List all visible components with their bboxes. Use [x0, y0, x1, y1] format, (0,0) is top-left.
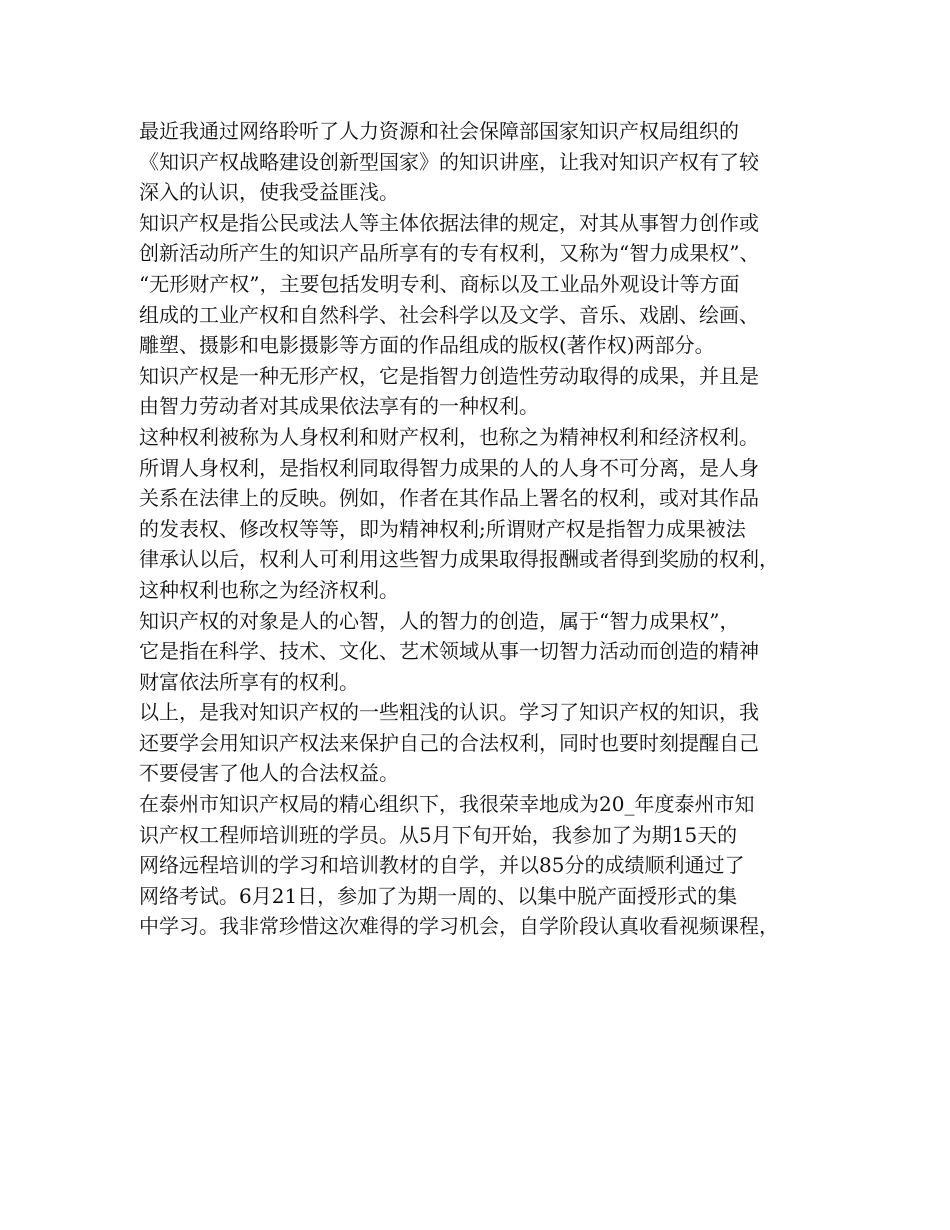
text-line: “无形财产权”，主要包括发明专利、商标以及工业品外观设计等方面 [139, 271, 740, 296]
text-line: 这种权利也称之为经济权利。 [139, 577, 399, 602]
paragraph-1 [139, 116, 829, 208]
text-line: 知识产权是指公民或法人等主体依据法律的规定，对其从事智力创作或 [139, 210, 759, 235]
text-line: 创新活动所产生的知识产品所享有的专有权利，又称为“智力成果权”、 [139, 241, 760, 266]
paragraph-2 [139, 208, 829, 361]
text-line: 网络考试。6月21日，参加了为期一周的、以集中脱产面授形式的集 [139, 883, 738, 908]
text-line: 知识产权的对象是人的心智，人的智力的创造，属于“智力成果权”， [139, 608, 740, 633]
paragraph-8 [139, 789, 829, 942]
text-line: 律承认以后，权利人可利用这些智力成果取得报酬或者得到奖励的权利， [139, 547, 779, 572]
text-line: 《知识产权战略建设创新型国家》的知识讲座，让我对知识产权有了较 [139, 149, 759, 174]
text-line: 以上，是我对知识产权的一些粗浅的认识。学习了知识产权的知识，我 [139, 700, 759, 725]
text-line: 识产权工程师培训班的学员。从5月下旬开始，我参加了为期15天的 [139, 822, 738, 847]
text-line: 由智力劳动者对其成果依法享有的一种权利。 [139, 394, 539, 419]
text-line: 这种权利被称为人身权利和财产权利，也称之为精神权利和经济权利。 [139, 424, 759, 449]
text-line: 所谓人身权利，是指权利同取得智力成果的人的人身不可分离，是人身 [139, 455, 759, 480]
paragraph-4 [139, 422, 829, 453]
text-line: 它是指在科学、技术、文化、艺术领域从事一切智力活动而创造的精神 [139, 639, 759, 664]
text-line: 知识产权是一种无形产权，它是指智力创造性劳动取得的成果，并且是 [139, 363, 759, 388]
text-line: 深入的认识，使我受益匪浅。 [139, 180, 399, 205]
paragraph-6 [139, 606, 829, 698]
text-line: 雕塑、摄影和电影摄影等方面的作品组成的版权(著作权)两部分。 [139, 333, 715, 358]
document-body [139, 116, 829, 942]
text-line: 不要侵害了他人的合法权益。 [139, 761, 399, 786]
paragraph-3 [139, 361, 829, 422]
text-line: 财富依法所享有的权利。 [139, 669, 359, 694]
text-line: 还要学会用知识产权法来保护自己的合法权利，同时也要时刻提醒自己 [139, 730, 759, 755]
text-line: 的发表权、修改权等等，即为精神权利;所谓财产权是指智力成果被法 [139, 516, 746, 541]
text-line: 网络远程培训的学习和培训教材的自学，并以85分的成绩顺利通过了 [139, 853, 745, 878]
text-line: 最近我通过网络聆听了人力资源和社会保障部国家知识产权局组织的 [139, 119, 739, 143]
text-line: 在泰州市知识产权局的精心组织下，我很荣幸地成为20_年度泰州市知 [139, 792, 755, 817]
text-line: 中学习。我非常珍惜这次难得的学习机会，自学阶段认真收看视频课程， [139, 914, 779, 939]
text-line: 组成的工业产权和自然科学、社会科学以及文学、音乐、戏剧、绘画、 [139, 302, 759, 327]
paragraph-5 [139, 453, 829, 606]
paragraph-7 [139, 697, 829, 789]
text-line: 关系在法律上的反映。例如，作者在其作品上署名的权利，或对其作品 [139, 486, 759, 511]
